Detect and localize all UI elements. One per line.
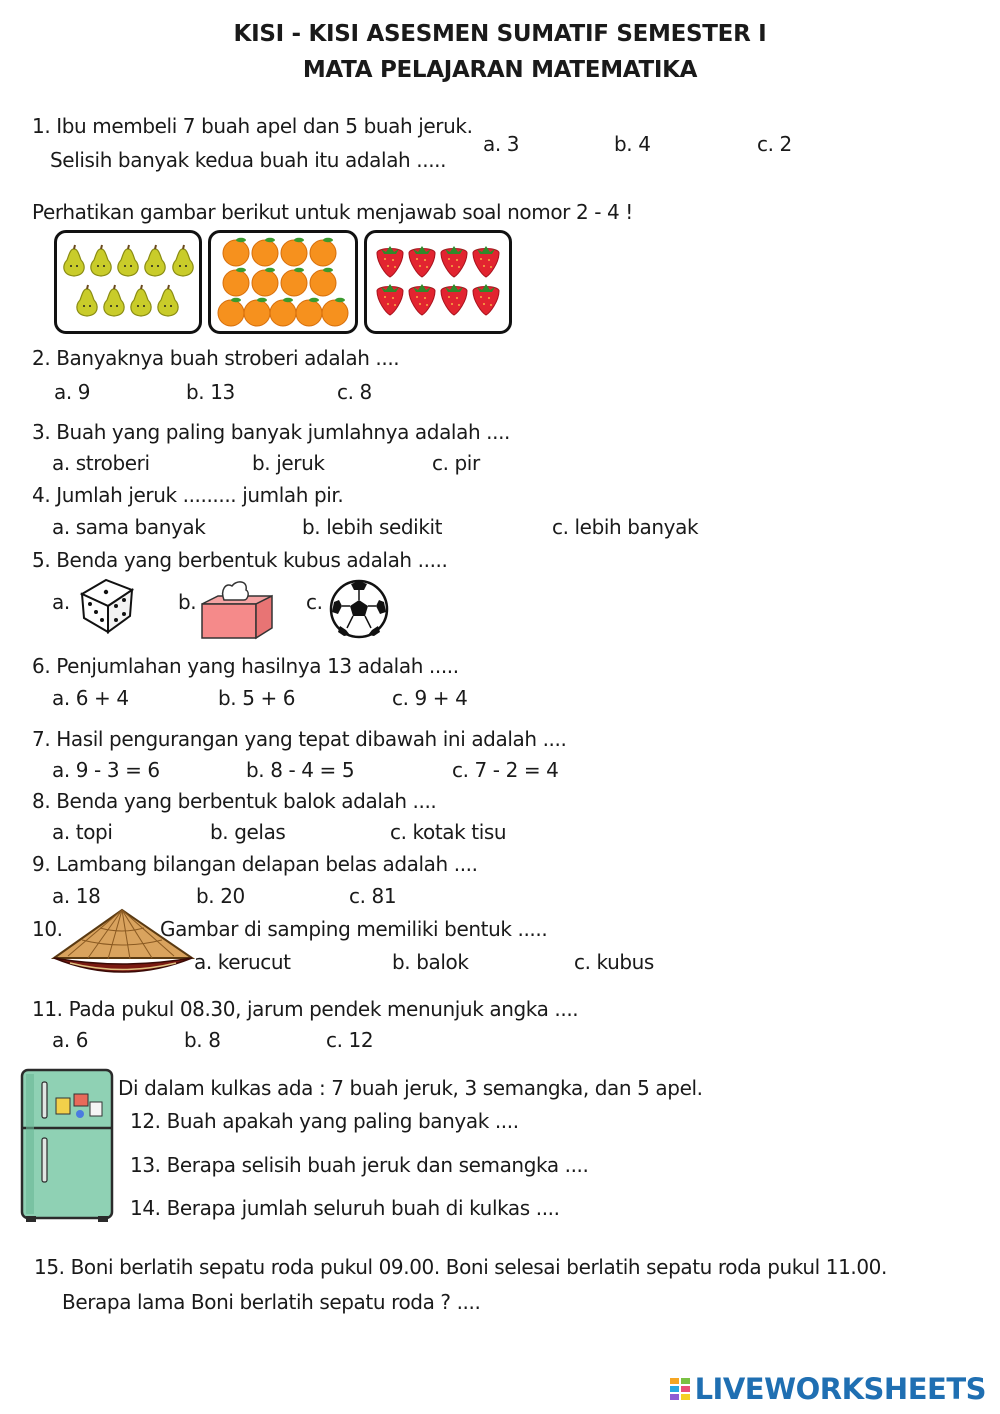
question-5-option-b[interactable]: b. bbox=[178, 590, 197, 614]
soccer-ball-icon[interactable] bbox=[328, 578, 390, 640]
question-1-option-a[interactable]: a. 3 bbox=[483, 132, 520, 156]
dice-icon[interactable] bbox=[76, 576, 138, 636]
pear-icon bbox=[77, 285, 97, 316]
pear-icon bbox=[118, 245, 138, 276]
orange-icon bbox=[252, 268, 278, 296]
question-11-text: 11. Pada pukul 08.30, jarum pendek menunjuk angka .... bbox=[32, 997, 579, 1021]
pear-icon bbox=[158, 285, 178, 316]
question-8-text: 8. Benda yang berbentuk balok adalah .... bbox=[32, 789, 437, 813]
orange-icon bbox=[310, 268, 336, 296]
strawberry-icon bbox=[473, 246, 499, 277]
question-14-text: 14. Berapa jumlah seluruh buah di kulkas .... bbox=[130, 1196, 560, 1220]
liveworksheets-brand bbox=[669, 1372, 986, 1406]
question-15-text: 15. Boni berlatih sepatu roda pukul 09.00. Boni selesai berlatih sepatu roda pukul 11.00. bbox=[34, 1255, 887, 1279]
question-9-option-b[interactable]: b. 20 bbox=[196, 884, 245, 908]
pear-icon bbox=[104, 285, 124, 316]
pear-icon bbox=[131, 285, 151, 316]
question-5-option-c[interactable]: c. bbox=[306, 590, 323, 614]
question-10-text: Gambar di samping memiliki bentuk ..... bbox=[160, 917, 548, 941]
question-11-option-a[interactable]: a. 6 bbox=[52, 1028, 89, 1052]
tissue-box-icon[interactable] bbox=[198, 578, 276, 642]
question-11-option-c[interactable]: c. 12 bbox=[326, 1028, 374, 1052]
orange-box bbox=[208, 230, 358, 334]
instruction-text: Perhatikan gambar berikut untuk menjawab soal nomor 2 - 4 ! bbox=[32, 200, 633, 224]
question-9-option-a[interactable]: a. 18 bbox=[52, 884, 101, 908]
question-5-text: 5. Benda yang berbentuk kubus adalah ..... bbox=[32, 548, 448, 572]
pear-icon bbox=[64, 245, 84, 276]
question-9-text: 9. Lambang bilangan delapan belas adalah .... bbox=[32, 852, 478, 876]
fridge-intro-text: Di dalam kulkas ada : 7 buah jeruk, 3 semangka, dan 5 apel. bbox=[118, 1076, 703, 1100]
question-7-option-b[interactable]: b. 8 - 4 = 5 bbox=[246, 758, 355, 782]
question-10-option-c[interactable]: c. kubus bbox=[574, 950, 654, 974]
question-1-option-b[interactable]: b. 4 bbox=[614, 132, 651, 156]
question-1-option-c[interactable]: c. 2 bbox=[757, 132, 792, 156]
orange-icon bbox=[296, 298, 322, 326]
title-line-1: KISI - KISI ASESMEN SUMATIF SEMESTER I bbox=[233, 21, 767, 47]
question-2-option-c[interactable]: c. 8 bbox=[337, 380, 372, 404]
strawberry-icon bbox=[409, 284, 435, 315]
question-1-text-line-2: Selisih banyak kedua buah itu adalah ..... bbox=[50, 148, 447, 172]
orange-icon bbox=[244, 298, 270, 326]
refrigerator-icon bbox=[16, 1066, 118, 1226]
orange-icon bbox=[322, 298, 348, 326]
question-10-option-b[interactable]: b. balok bbox=[392, 950, 469, 974]
question-3-option-a[interactable]: a. stroberi bbox=[52, 451, 150, 475]
strawberry-group bbox=[367, 233, 509, 331]
question-6-text: 6. Penjumlahan yang hasilnya 13 adalah ..... bbox=[32, 654, 459, 678]
question-2-option-b[interactable]: b. 13 bbox=[186, 380, 235, 404]
question-7-option-a[interactable]: a. 9 - 3 = 6 bbox=[52, 758, 160, 782]
strawberry-icon bbox=[441, 284, 467, 315]
orange-icon bbox=[223, 268, 249, 296]
pear-icon bbox=[91, 245, 111, 276]
strawberry-icon bbox=[377, 284, 403, 315]
pear-box bbox=[54, 230, 202, 334]
question-4-text: 4. Jumlah jeruk ......... jumlah pir. bbox=[32, 483, 344, 507]
question-6-option-a[interactable]: a. 6 + 4 bbox=[52, 686, 129, 710]
question-6-option-c[interactable]: c. 9 + 4 bbox=[392, 686, 468, 710]
question-11-option-b[interactable]: b. 8 bbox=[184, 1028, 221, 1052]
question-3-option-b[interactable]: b. jeruk bbox=[252, 451, 325, 475]
title-line-2: MATA PELAJARAN MATEMATIKA bbox=[302, 57, 698, 83]
question-13-text: 13. Berapa selisih buah jeruk dan semangka .... bbox=[130, 1153, 589, 1177]
orange-icon bbox=[252, 238, 278, 266]
question-2-text: 2. Banyaknya buah stroberi adalah .... bbox=[32, 346, 400, 370]
question-10-number: 10. bbox=[32, 917, 63, 941]
question-8-option-b[interactable]: b. gelas bbox=[210, 820, 286, 844]
pear-icon bbox=[173, 245, 193, 276]
question-4-option-c[interactable]: c. lebih banyak bbox=[552, 515, 699, 539]
orange-icon bbox=[310, 238, 336, 266]
question-5-option-a[interactable]: a. bbox=[52, 590, 70, 614]
question-3-option-c[interactable]: c. pir bbox=[432, 451, 480, 475]
question-9-option-c[interactable]: c. 81 bbox=[349, 884, 397, 908]
question-10-option-a[interactable]: a. kerucut bbox=[194, 950, 291, 974]
orange-icon bbox=[223, 238, 249, 266]
question-6-option-b[interactable]: b. 5 + 6 bbox=[218, 686, 296, 710]
question-1-text: 1. Ibu membeli 7 buah apel dan 5 buah jeruk. bbox=[32, 114, 473, 138]
pear-group bbox=[57, 233, 199, 331]
orange-icon bbox=[281, 268, 307, 296]
strawberry-box bbox=[364, 230, 512, 334]
orange-icon bbox=[218, 298, 244, 326]
question-4-option-a[interactable]: a. sama banyak bbox=[52, 515, 206, 539]
question-15-text-line-2: Berapa lama Boni berlatih sepatu roda ? .... bbox=[62, 1290, 481, 1314]
pear-icon bbox=[145, 245, 165, 276]
strawberry-icon bbox=[377, 246, 403, 277]
orange-icon bbox=[270, 298, 296, 326]
liveworksheets-logo-icon bbox=[669, 1377, 691, 1401]
question-8-option-c[interactable]: c. kotak tisu bbox=[390, 820, 507, 844]
question-2-option-a[interactable]: a. 9 bbox=[54, 380, 91, 404]
question-4-option-b[interactable]: b. lebih sedikit bbox=[302, 515, 443, 539]
question-7-text: 7. Hasil pengurangan yang tepat dibawah ini adalah .... bbox=[32, 727, 567, 751]
orange-group bbox=[211, 233, 355, 331]
liveworksheets-text: LIVEWORKSHEETS bbox=[694, 1372, 986, 1406]
strawberry-icon bbox=[473, 284, 499, 315]
strawberry-icon bbox=[441, 246, 467, 277]
strawberry-icon bbox=[409, 246, 435, 277]
orange-icon bbox=[281, 238, 307, 266]
question-8-option-a[interactable]: a. topi bbox=[52, 820, 113, 844]
question-7-option-c[interactable]: c. 7 - 2 = 4 bbox=[452, 758, 559, 782]
question-12-text: 12. Buah apakah yang paling banyak .... bbox=[130, 1109, 519, 1133]
question-3-text: 3. Buah yang paling banyak jumlahnya adalah .... bbox=[32, 420, 511, 444]
